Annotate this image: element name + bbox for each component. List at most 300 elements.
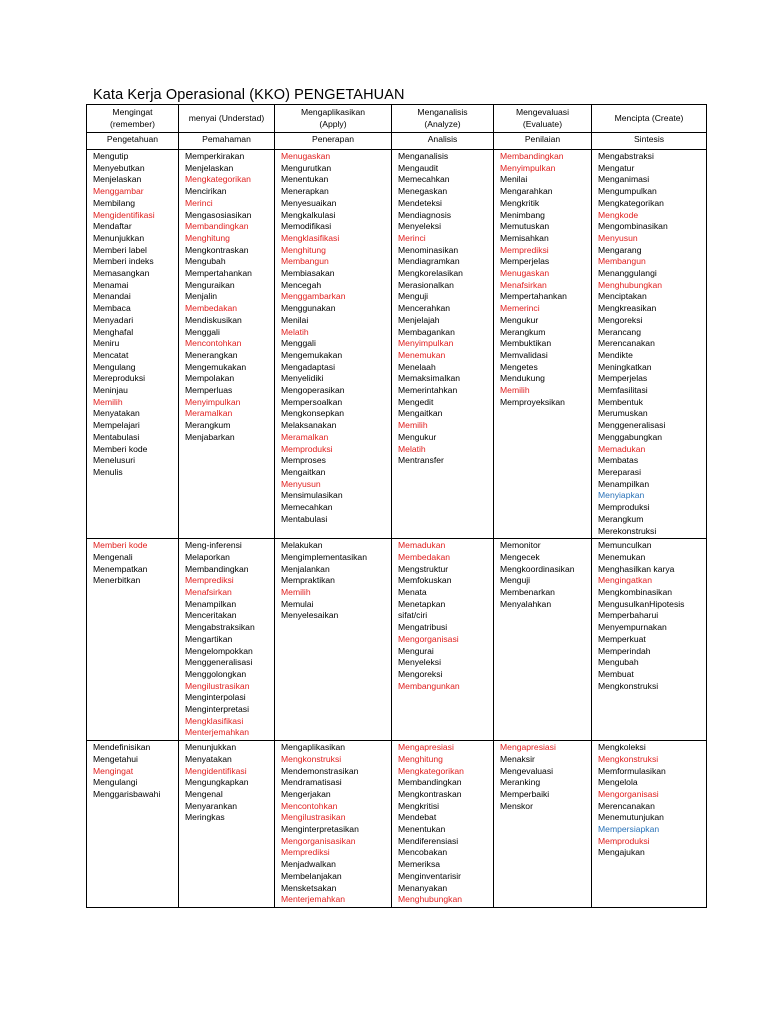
verb-item: Memformulasikan [598, 765, 666, 776]
header-cell [179, 105, 275, 133]
header-label: Mengevaluasi (Evaluate) [515, 106, 570, 129]
verb-item: Menyesuaikan [281, 197, 337, 208]
subheader-cell: Pemahaman [179, 133, 275, 150]
verb-item: Membandingkan [185, 563, 249, 574]
verb-item: Melatih [398, 443, 426, 454]
verb-item: Mengkategorikan [398, 765, 464, 776]
verb-item: Mempelajari [93, 420, 140, 431]
verb-item: Membaca [93, 303, 131, 314]
verb-item: Merinci [398, 232, 426, 243]
verb-item: Memerinci [500, 303, 540, 314]
verb-item: Mendaftar [93, 221, 132, 232]
verb-item: Menganalisis [398, 151, 449, 161]
verb-item: Menginterpretasikan [281, 824, 359, 835]
verb-item: Menyusun [281, 478, 321, 489]
verb-item: Menominasikan [398, 244, 459, 255]
verb-item: Mengkreasikan [598, 303, 657, 314]
verb-item: Mengkoleksi [598, 742, 646, 753]
verb-item: Merangkum [185, 420, 231, 431]
verb-item: Menjalin [185, 291, 218, 302]
verb-item: Mengilustrasikan [185, 680, 250, 691]
verb-item: Memproduksi [598, 835, 650, 846]
verb-item: Mengerjakan [281, 788, 331, 799]
verb-item: Memperkuat [598, 633, 646, 644]
verb-item: Membenarkan [500, 587, 555, 598]
verb-item: Menganimasi [598, 174, 650, 185]
verb-item: Membatas [598, 455, 639, 466]
verb-item: Mengulang [93, 361, 136, 372]
verb-item: Menguji [500, 575, 531, 586]
verb-item: Mengkonstruksi [281, 753, 342, 764]
kko-table [86, 104, 707, 908]
verb-item: Memulai [281, 598, 314, 609]
verb-item: Mengkoordinasikan [500, 563, 575, 574]
verb-item: Menentukan [398, 824, 446, 835]
verb-item: Menampilkan [598, 478, 650, 489]
verb-item: Mengetahui [93, 753, 138, 764]
verb-item: Mengkonstruksi [598, 753, 659, 764]
verb-item: Meranking [500, 777, 541, 788]
verb-item: Menggabungkan [598, 431, 663, 442]
verb-item: Menilai [281, 314, 309, 325]
verb-item: Menemukan [598, 551, 646, 562]
verb-item: Mengidentifikasi [93, 209, 155, 220]
verb-item: Memadukan [598, 443, 646, 454]
verb-item: Menetapkan [398, 598, 446, 609]
verb-item: Mengarang [598, 244, 642, 255]
verb-item: Merangkum [500, 326, 546, 337]
verb-item: Menyarankan [185, 800, 238, 811]
verb-item: Menggambar [93, 186, 144, 197]
verb-item: Menilai [500, 174, 528, 185]
verb-item: Membandingkan [500, 151, 564, 161]
verb-item: Menghitung [185, 232, 230, 243]
verb-item: Mengajukan [598, 847, 645, 858]
verb-item: Mengumpulkan [598, 186, 657, 197]
verb-item: Menciptakan [598, 291, 647, 302]
verb-item: Mengidentifikasi [185, 765, 247, 776]
verb-item: Mengkritisi [398, 800, 440, 811]
verb-item: Memerintahkan [398, 385, 458, 396]
header-cell [494, 105, 592, 133]
verb-cell [179, 539, 275, 741]
verb-item: Menemukan [398, 349, 446, 360]
verb-item: Mentabulasi [93, 431, 140, 442]
verb-item: Memperluas [185, 385, 233, 396]
verb-item: Mengoreksi [398, 668, 443, 679]
verb-item: Menerapkan [281, 186, 329, 197]
verb-item: Mengorganisasi [598, 788, 659, 799]
verb-item: Menerbitkan [93, 575, 141, 586]
verb-item: Menanyakan [398, 882, 448, 893]
verb-item: Mencegah [281, 279, 322, 290]
verb-item: Merancang [598, 326, 641, 337]
verb-cell [179, 741, 275, 908]
verb-item: Mengilustrasikan [281, 812, 346, 823]
verb-item: Menafsirkan [185, 587, 232, 598]
verb-item: Memilih [398, 420, 428, 431]
verb-item: Menamai [93, 279, 129, 290]
verb-item: Mengkritik [500, 197, 540, 208]
verb-item: Mengkalkulasi [281, 209, 336, 220]
verb-item: Mencatat [93, 349, 129, 360]
verb-item: Mendiskusikan [185, 314, 242, 325]
verb-item: Mengklasifikasi [185, 715, 244, 726]
verb-item: Melaksanakan [281, 420, 337, 431]
verb-item: Mengkombinasikan [598, 587, 673, 598]
verb-item: Menyusun [598, 232, 638, 243]
verb-item: Menelaah [398, 361, 436, 372]
verb-item: Memprediksi [185, 575, 234, 586]
verb-item: Menanggulangi [598, 268, 657, 279]
verb-cell [275, 150, 392, 539]
verb-item: Menata [398, 587, 427, 598]
verb-item: Memecahkan [398, 174, 450, 185]
verb-item: Mengevaluasi [500, 765, 554, 776]
verb-item: Menunjukkan [185, 742, 237, 753]
verb-cell [87, 539, 179, 741]
verb-item: Menginterpolasi [185, 692, 246, 703]
verb-item: Menguraikan [185, 279, 235, 290]
verb-item: Mengabstraksikan [185, 622, 255, 633]
subheader-cell: Penerapan [275, 133, 392, 150]
header-label: Mengaplikasikan (Apply) [300, 106, 365, 129]
verb-item: Memfasilitasi [598, 385, 648, 396]
verb-item: Mendramatisasi [281, 777, 342, 788]
verb-item: Mempertahankan [500, 291, 567, 302]
verb-item: Mengenal [185, 788, 223, 799]
verb-item: Merangkum [598, 513, 644, 524]
verb-item: Mengedit [398, 396, 434, 407]
verb-item: sifat/ciri [398, 610, 428, 621]
verb-item: Melatih [281, 326, 309, 337]
verb-item: Melaporkan [185, 551, 230, 562]
subheader-cell: Analisis [392, 133, 494, 150]
verb-item: Memproduksi [281, 443, 333, 454]
verb-item: Membilang [93, 197, 136, 208]
verb-item: Mencerahkan [398, 303, 451, 314]
verb-item: Merumuskan [598, 408, 648, 419]
verb-item: Menyimpulkan [398, 338, 454, 349]
verb-item: Membangunkan [398, 680, 460, 691]
verb-item: Mempersiapkan [598, 824, 660, 835]
verb-item: Memeriksa [398, 859, 441, 870]
verb-item: Mengkontraskan [398, 788, 462, 799]
verb-item: Mengkategorikan [598, 197, 664, 208]
verb-item: Memilih [500, 385, 530, 396]
verb-item: Mengaplikasikan [281, 742, 346, 753]
verb-item: Mengurai [398, 645, 434, 656]
header-cell [275, 105, 392, 133]
verb-item: Memproduksi [598, 502, 650, 513]
table-row [87, 539, 707, 741]
verb-item: Menyempurnakan [598, 622, 667, 633]
verb-item: Menguji [398, 291, 429, 302]
verb-item: Mencontohkan [281, 800, 338, 811]
verb-item: Mengemukakan [185, 361, 247, 372]
verb-item: Menampilkan [185, 598, 237, 609]
verb-item: Menyimpulkan [500, 162, 556, 173]
verb-item: Membandingkan [398, 777, 462, 788]
verb-item: Memonitor [500, 540, 541, 551]
verb-cell [392, 741, 494, 908]
verb-item: Menjadwalkan [281, 859, 336, 870]
verb-item: Mentabulasi [281, 513, 328, 524]
verb-item: Menelusuri [93, 455, 136, 466]
verb-item: Menggunakan [281, 303, 336, 314]
verb-item: Menghasilkan karya [598, 563, 675, 574]
verb-item: Mengingatkan [598, 575, 652, 586]
verb-item: Memberi kode [93, 443, 148, 454]
verb-item: Memutuskan [500, 221, 550, 232]
table-row [87, 150, 707, 539]
verb-cell [87, 741, 179, 908]
verb-item: Mendukung [500, 373, 545, 384]
verb-item: Mengubah [185, 256, 226, 267]
verb-item: Membuat [598, 668, 634, 679]
verb-item: Mengecek [500, 551, 540, 562]
header-cell [392, 105, 494, 133]
verb-cell [494, 741, 592, 908]
header-label: Menganalisis (Analyze) [417, 106, 468, 129]
verb-item: Memproyeksikan [500, 396, 565, 407]
verb-item: Menugaskan [281, 151, 331, 161]
subheader-cell: Penilaian [494, 133, 592, 150]
verb-item: Menaksir [500, 753, 535, 764]
verb-cell [275, 741, 392, 908]
verb-item: Menyeleksi [398, 221, 441, 232]
verb-item: Mengubah [598, 657, 639, 668]
verb-item: Memperkirakan [185, 151, 245, 161]
verb-item: Memadukan [398, 540, 446, 551]
verb-item: Mengimplementasikan [281, 551, 367, 562]
subheader-row [87, 133, 707, 150]
verb-item: Meng-inferensi [185, 540, 242, 551]
verb-item: Menghubungkan [398, 894, 463, 905]
verb-item: Mengapresiasi [398, 742, 454, 753]
verb-item: Mengadaptasi [281, 361, 335, 372]
verb-item: Mengkorelasikan [398, 268, 463, 279]
verb-item: Memprediksi [281, 847, 330, 858]
verb-item: Merinci [185, 197, 213, 208]
verb-item: Mensimulasikan [281, 490, 343, 501]
verb-item: Menegaskan [398, 186, 448, 197]
verb-item: Menugaskan [500, 268, 550, 279]
verb-item: Menimbang [500, 209, 545, 220]
verb-cell [275, 539, 392, 741]
verb-cell [592, 150, 707, 539]
verb-item: Menafsirkan [500, 279, 547, 290]
verb-item: Menyelidiki [281, 373, 324, 384]
verb-item: Menggolongkan [185, 668, 247, 679]
verb-item: Membangun [281, 256, 329, 267]
verb-item: Menskor [500, 800, 533, 811]
verb-item: Mencontohkan [185, 338, 242, 349]
verb-item: Memfokuskan [398, 575, 452, 586]
verb-item: Mendiferensiasi [398, 835, 459, 846]
verb-item: Merasionalkan [398, 279, 454, 290]
verb-item: Mengenali [93, 551, 133, 562]
verb-item: Menjelaskan [93, 174, 142, 185]
verb-item: Mempersoalkan [281, 396, 343, 407]
verb-item: Menggali [185, 326, 220, 337]
verb-item: Mentransfer [398, 455, 444, 466]
verb-item: Mengaitkan [281, 466, 326, 477]
verb-item: Menghitung [398, 753, 443, 764]
verb-item: Merencanakan [598, 800, 655, 811]
verb-item: Menginterpretasi [185, 704, 250, 715]
verb-item: Melakukan [281, 540, 323, 551]
verb-item: Memperjelas [598, 373, 648, 384]
verb-item: Memunculkan [598, 540, 652, 551]
verb-item: Menggambarkan [281, 291, 346, 302]
verb-item: Membiasakan [281, 268, 335, 279]
verb-item: Menentukan [281, 174, 329, 185]
verb-item: Membentuk [598, 396, 643, 407]
verb-cell [494, 150, 592, 539]
verb-item: Membagankan [398, 326, 455, 337]
verb-item: Mengklasifikasi [281, 232, 340, 243]
verb-item: Memodifikasi [281, 221, 332, 232]
verb-item: Memisahkan [500, 232, 549, 243]
verb-cell [179, 150, 275, 539]
verb-item: Menjalankan [281, 563, 330, 574]
verb-item: Mengabstraksi [598, 151, 654, 161]
verb-item: Mensketsakan [281, 882, 337, 893]
verb-item: Mengemukakan [281, 349, 343, 360]
verb-item: Memperbaiki [500, 788, 550, 799]
verb-item: Memberi kode [93, 540, 148, 551]
verb-item: Memperbaharui [598, 610, 659, 621]
verb-item: Menyatakan [93, 408, 140, 419]
verb-item: Mengelompokkan [185, 645, 253, 656]
verb-item: Mengatribusi [398, 622, 448, 633]
verb-cell [592, 741, 707, 908]
verb-item: Menyatakan [185, 753, 232, 764]
header-label: menyai (Understad) [188, 112, 265, 123]
verb-item: Mendemonstrasikan [281, 765, 359, 776]
verb-item: Menghubungkan [598, 279, 663, 290]
verb-item: Memvalidasi [500, 349, 548, 360]
verb-item: Mengurutkan [281, 162, 332, 173]
verb-item: Memprediksi [500, 244, 549, 255]
verb-cell [494, 539, 592, 741]
verb-item: Menjabarkan [185, 431, 235, 442]
verb-item: Mengkontraskan [185, 244, 249, 255]
verb-item: Meninjau [93, 385, 128, 396]
header-cell [592, 105, 707, 133]
subheader-cell: Pengetahuan [87, 133, 179, 150]
verb-item: Menyeleksi [398, 657, 441, 668]
verb-item: Menterjemahkan [281, 894, 346, 905]
verb-cell [592, 539, 707, 741]
verb-item: Menemutunjukan [598, 812, 664, 823]
verb-item: Mengkategorikan [185, 174, 251, 185]
verb-item: Mengukur [398, 431, 437, 442]
verb-item: Mengstruktur [398, 563, 449, 574]
verb-item: Mengoperasikan [281, 385, 345, 396]
verb-item: Mendiagramkan [398, 256, 460, 267]
verb-item: Menghafal [93, 326, 134, 337]
verb-item: Membuktikan [500, 338, 552, 349]
verb-item: Membedakan [398, 551, 451, 562]
verb-item: Membelanjakan [281, 870, 342, 881]
verb-item: Menterjemahkan [185, 727, 250, 738]
verb-item: Mengkonsepkan [281, 408, 345, 419]
verb-item: Mendebat [398, 812, 437, 823]
verb-item: Mempolakan [185, 373, 235, 384]
verb-item: Menggeneralisasi [185, 657, 253, 668]
verb-item: Membedakan [185, 303, 238, 314]
verb-item: Menghitung [281, 244, 326, 255]
verb-item: Menerangkan [185, 349, 238, 360]
verb-item: Menceritakan [185, 610, 237, 621]
verb-item: Menjelajah [398, 314, 440, 325]
verb-item: Membangun [598, 256, 646, 267]
verb-item: Mengelola [598, 777, 638, 788]
verb-item: Membandingkan [185, 221, 249, 232]
verb-item: Menggeneralisasi [598, 420, 666, 431]
verb-item: Mengaudit [398, 162, 439, 173]
verb-item: Mendiagnosis [398, 209, 452, 220]
verb-item: Mereproduksi [93, 373, 146, 384]
verb-item: Mengoreksi [598, 314, 643, 325]
verb-item: Meramalkan [281, 431, 329, 442]
verb-item: Mencobakan [398, 847, 448, 858]
verb-item: Mengombinasikan [598, 221, 668, 232]
verb-item: Mendefinisikan [93, 742, 151, 753]
verb-item: Mempertahankan [185, 268, 252, 279]
verb-item: Menjelaskan [185, 162, 234, 173]
verb-item: Mengorganisasikan [281, 835, 356, 846]
page-title: Kata Kerja Operasional (KKO) PENGETAHUAN [93, 87, 405, 103]
verb-cell [87, 150, 179, 539]
verb-item: Merencanakan [598, 338, 655, 349]
verb-item: Menggali [281, 338, 316, 349]
subheader-cell: Sintesis [592, 133, 707, 150]
header-label: Mengingat (remember) [110, 106, 155, 129]
verb-item: Mengatur [598, 162, 635, 173]
verb-item: Mengasosiasikan [185, 209, 252, 220]
verb-item: Mereparasi [598, 466, 641, 477]
verb-item: Meringkas [185, 812, 225, 823]
verb-item: Menyebutkan [93, 162, 145, 173]
verb-item: Mengapresiasi [500, 742, 556, 753]
verb-item: Mengungkapkan [185, 777, 249, 788]
verb-item: Mengaitkan [398, 408, 443, 419]
verb-item: Mempraktikan [281, 575, 335, 586]
verb-item: Memberi indeks [93, 256, 154, 267]
verb-item: Mendikte [598, 349, 633, 360]
verb-item: Menginventarisir [398, 870, 462, 881]
verb-item: Menyadari [93, 314, 134, 325]
verb-item: Mengkonstruksi [598, 680, 659, 691]
verb-item: Memilih [93, 396, 123, 407]
verb-item: Mengartikan [185, 633, 233, 644]
verb-item: Menyalahkan [500, 598, 552, 609]
verb-item: Mengulangi [93, 777, 138, 788]
verb-item: Meramalkan [185, 408, 233, 419]
verb-item: Mengarahkan [500, 186, 553, 197]
verb-item: Menulis [93, 466, 123, 477]
header-label: Mencipta (Create) [614, 112, 684, 123]
verb-item: Memberi label [93, 244, 147, 255]
verb-item: Menggarisbawahi [93, 788, 161, 799]
verb-item: Meningkatkan [598, 361, 652, 372]
verb-item: Mencirikan [185, 186, 227, 197]
verb-item: Mengutip [93, 151, 129, 161]
verb-item: Memecahkan [281, 502, 333, 513]
